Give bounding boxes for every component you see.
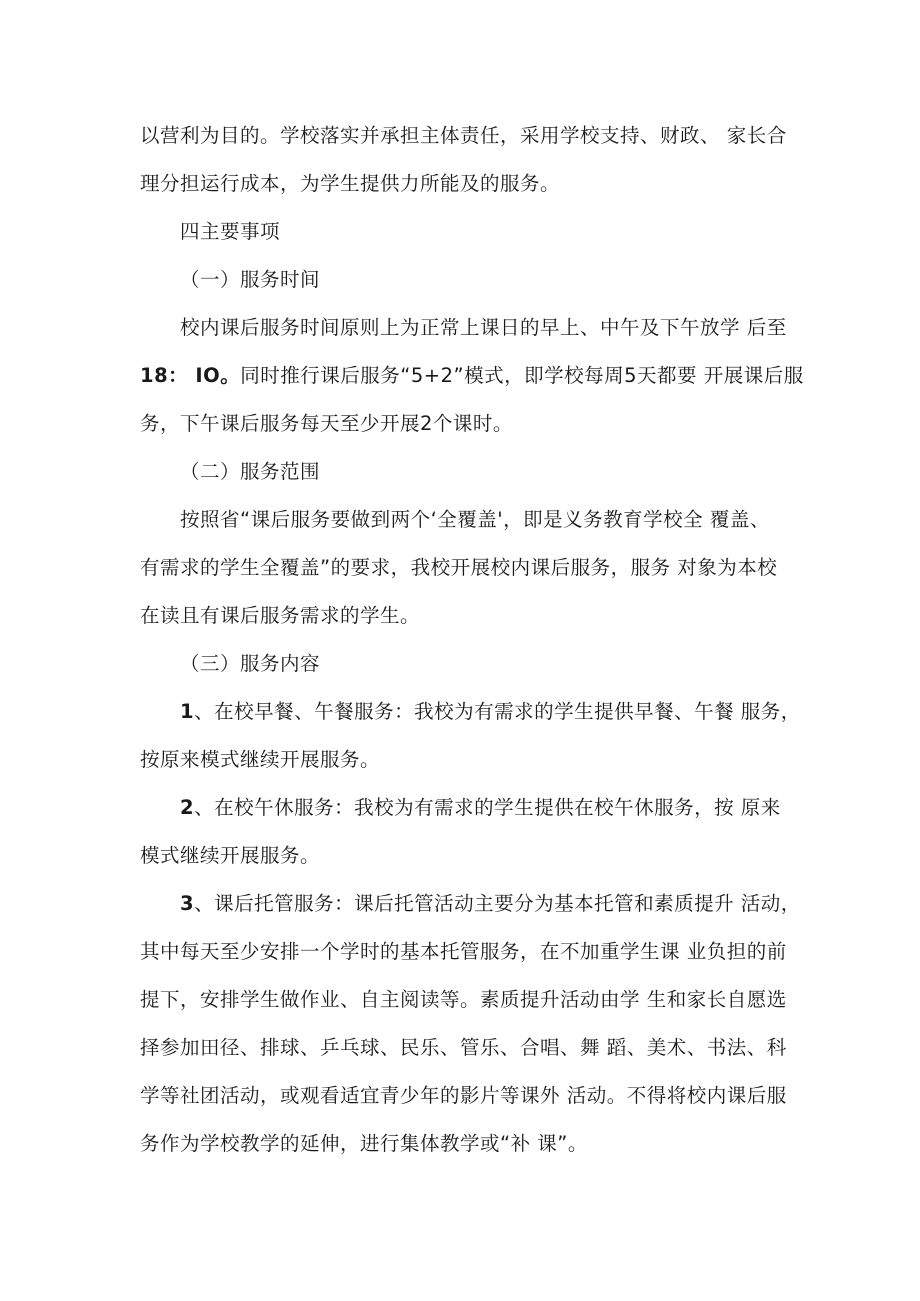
paragraph-line: 按原来模式继续开展服务。: [140, 748, 381, 771]
list-number: 3: [180, 892, 195, 915]
paragraph-line: 务作为学校教学的延伸，进行集体教学或“补 课”。: [140, 1132, 588, 1155]
list-item-line: [180, 700, 801, 724]
list-text: 、课后托管服务：课后托管活动主要分为基本托管和素质提升 活动，: [194, 892, 801, 915]
paragraph-line: 理分担运行成本，为学生提供力所能及的服务。: [140, 172, 561, 195]
list-text: 、在校早餐、午餐服务：我校为有需求的学生提供早餐、午餐 服务，: [194, 700, 801, 723]
paragraph-line: 有需求的学生全覆盖”的要求，我校开展校内课后服务，服务 对象为本校: [140, 556, 778, 579]
paragraph-line: 模式继续开展服务。: [140, 844, 321, 867]
list-number: 2: [180, 796, 195, 819]
list-number: 1: [180, 700, 195, 723]
paragraph-line: 校内课后服务时间原则上为正常上课日的早上、中午及下午放学 后至: [180, 316, 787, 339]
paragraph-line: 学等社团活动，或观看适宜青少年的影片等课外 活动。不得将校内课后服: [140, 1084, 787, 1107]
list-text: 、在校午休服务：我校为有需求的学生提供在校午休服务，按 原来: [194, 796, 781, 819]
list-item-line: [180, 892, 801, 916]
paragraph-line: 务，下午课后服务每天至少开展2个课时。: [140, 412, 513, 435]
paragraph-line: 在读且有课后服务需求的学生。: [140, 604, 421, 627]
paragraph-line: 以营利为目的。学校落实并承担主体责任，采用学校支持、财政、 家长合: [140, 124, 787, 147]
paragraph-line: 其中每天至少安排一个学时的基本托管服务，在不加重学生课 业负担的前: [140, 940, 787, 963]
subsection-heading: （三）服务内容: [180, 652, 321, 675]
paragraph-line: [140, 364, 804, 388]
paragraph-line: 择参加田径、排球、乒乓球、民乐、管乐、合唱、舞 蹈、美术、书法、科: [140, 1036, 787, 1059]
section-heading: 四主要事项: [180, 220, 281, 243]
paragraph-line: 提下，安排学生做作业、自主阅读等。素质提升活动由学 生和家长自愿选: [140, 988, 787, 1011]
list-item-line: [180, 796, 781, 820]
subsection-heading: （二）服务范围: [180, 460, 321, 483]
time-value: 18： IO。: [140, 364, 241, 387]
paragraph-line: 按照省“课后服务要做到两个‘全覆盖'，即是义务教育学校全 覆盖、: [180, 508, 770, 531]
paragraph-text: 同时推行课后服务“5+2”模式，即学校每周5天都要 开展课后服: [240, 364, 804, 387]
subsection-heading: （一）服务时间: [180, 268, 321, 291]
